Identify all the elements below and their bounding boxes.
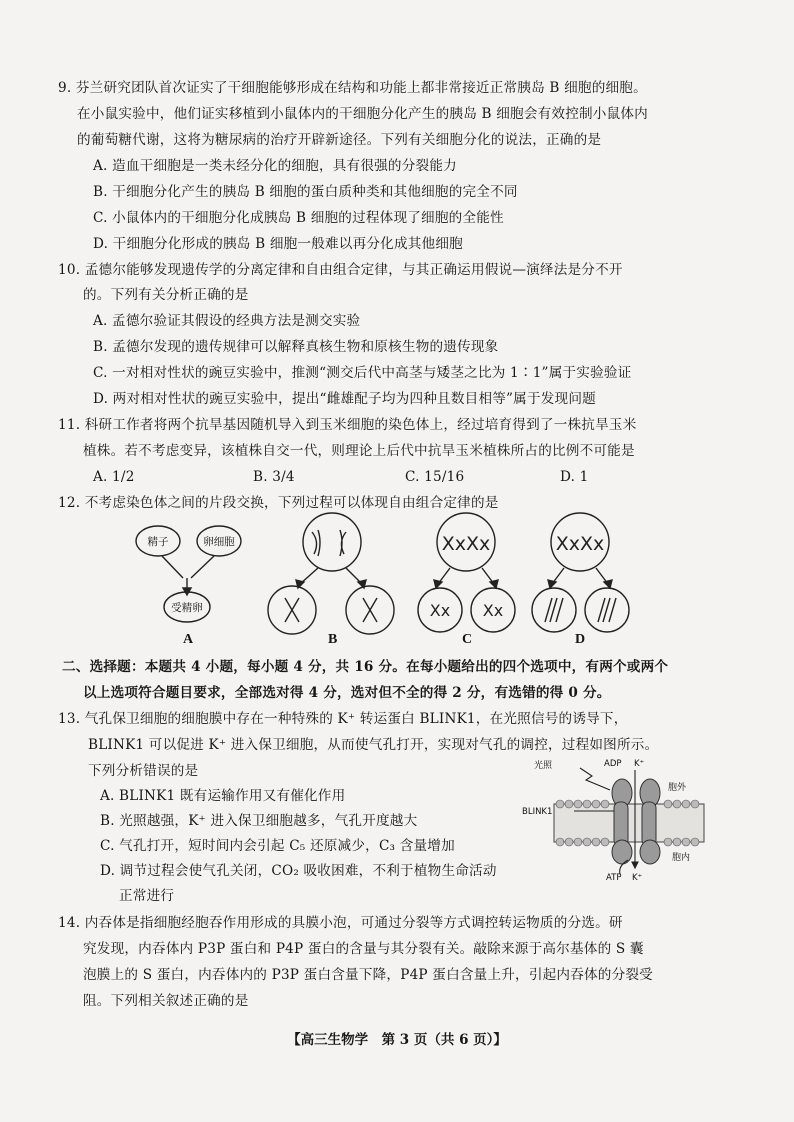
q13-stem-line-2: BLINK1 可以促进 K⁺ 进入保卫细胞，从而使气孔打开，实现对气孔的调控，过程如图所示。: [88, 737, 659, 753]
q12-label-a: A: [183, 632, 194, 647]
q10-option-d: D. 两对相对性状的豌豆实验中，提出“雌雄配子均为四种且数目相等”属于发现问题: [93, 391, 596, 407]
q13-membrane-figure: [522, 756, 712, 884]
q11-option-c: C. 15/16: [405, 469, 465, 485]
q11-option-a: A. 1/2: [93, 469, 135, 485]
membrane-bilayer: [554, 804, 704, 842]
adp-label: ADP: [604, 759, 622, 769]
q14-stem-line-1: 14. 内吞体是指细胞经胞吞作用形成的具膜小泡，可通过分裂等方式调控转运物质的分选。研: [58, 915, 623, 931]
q12-label-c: C: [462, 632, 473, 647]
q9-option-d: D. 干细胞分化形成的胰岛 B 细胞一般难以再分化成其他细胞: [93, 236, 463, 252]
q10-stem-line-1: 10. 孟德尔能够发现遗传学的分离定律和自由组合定律，与其正确运用假说—演绎法是分不开: [58, 262, 623, 278]
q9-stem-line-3: 的葡萄糖代谢，这将为糖尿病的治疗开辟新途径。下列有关细胞分化的说法，正确的是: [77, 132, 602, 148]
blink1-label: BLINK1: [522, 807, 553, 817]
q13-option-b: B. 光照越强，K⁺ 进入保卫细胞越多，气孔开度越大: [100, 813, 418, 829]
q9-stem-line-1: 9. 芬兰研究团队首次证实了干细胞能够形成在结构和功能上都非常接近正常胰岛 B 细胞的细胞。: [58, 80, 647, 96]
q12-label-b: B: [328, 632, 338, 647]
atp-label: ATP: [606, 873, 622, 883]
q11-stem-line-2: 植株。若不考虑变异，该植株自交一代，则理论上后代中抗旱玉米植株所占的比例不可能是: [83, 443, 635, 459]
diagram-d-cells: [532, 513, 629, 632]
egg-label: 卵细胞: [203, 536, 235, 548]
q12-diagrams: [0, 512, 794, 642]
q13-option-c: C. 气孔打开，短时间内会引起 C₅ 还原减少，C₃ 含量增加: [100, 838, 455, 854]
q12-label-d: D: [575, 632, 586, 647]
diagram-b-cells: [268, 513, 394, 634]
light-label: 光照: [534, 761, 553, 771]
q14-stem-line-3: 泡膜上的 S 蛋白，内吞体内的 P3P 蛋白含量下降，P4P 蛋白含量上升，引起内吞体的分裂受: [83, 967, 653, 983]
q11-stem-line-1: 11. 科研工作者将两个抗旱基因随机导入到玉米细胞的染色体上，经过培育得到了一株抗旱玉米: [58, 417, 637, 433]
q9-option-c: C. 小鼠体内的干细胞分化成胰岛 B 细胞的过程体现了细胞的全能性: [93, 210, 504, 226]
q9-stem-line-2: 在小鼠实验中，他们证实移植到小鼠体内的干细胞分化产生的胰岛 B 细胞会有效控制小鼠体内: [77, 106, 648, 122]
diagram-d-chromosomes-top: XxXx: [555, 533, 605, 555]
k-top-label: K⁺: [634, 759, 645, 769]
diagram-c-chromosomes-right: Xx: [482, 601, 504, 620]
q9-option-b: B. 干细胞分化产生的胰岛 B 细胞的蛋白质种类和其他细胞的完全不同: [93, 184, 518, 200]
section2-heading-line-2: 以上选项符合题目要求，全部选对得 4 分，选对但不全的得 2 分，有选错的得 0 分。: [83, 685, 611, 701]
inside-label: 胞内: [672, 853, 691, 863]
q10-stem-line-2: 的。下列有关分析正确的是: [83, 287, 249, 303]
q13-stem-line-1: 13. 气孔保卫细胞的细胞膜中存在一种特殊的 K⁺ 转运蛋白 BLINK1，在光照信号的诱导下，: [58, 711, 628, 727]
q9-option-a: A. 造血干细胞是一类未经分化的细胞，具有很强的分裂能力: [93, 158, 457, 174]
q12-stem: 12. 不考虑染色体之间的片段交换，下列过程可以体现自由组合定律的是: [58, 495, 499, 511]
zygote-label: 受精卵: [171, 602, 203, 614]
q10-option-a: A. 孟德尔验证其假设的经典方法是测交实验: [93, 313, 361, 329]
diagram-c-chromosomes-top: XxXx: [441, 533, 491, 555]
q13-option-d-continued: 正常进行: [119, 888, 175, 904]
q14-stem-line-4: 阻。下列相关叙述正确的是: [83, 993, 249, 1009]
q13-stem-line-3: 下列分析错误的是: [88, 763, 199, 779]
page-footer: 【高三生物学 第 3 页（共 6 页）】: [287, 1032, 507, 1048]
q11-option-b: B. 3/4: [253, 469, 295, 485]
q13-option-a: A. BLINK1 既有运输作用又有催化作用: [100, 788, 346, 804]
diagram-c-chromosomes-left: Xx: [429, 601, 451, 620]
k-bottom-label: K⁺: [632, 873, 643, 883]
section2-heading-line-1: 二、选择题：本题共 4 小题，每小题 4 分，共 16 分。在每小题给出的四个选项中，有两个或两个: [62, 659, 669, 675]
q11-option-d: D. 1: [560, 469, 589, 485]
sperm-label: 精子: [147, 536, 169, 548]
q14-stem-line-2: 究发现，内吞体内 P3P 蛋白和 P4P 蛋白的含量与其分裂有关。敲除来源于高尔基体的 S 囊: [83, 941, 644, 957]
q10-option-c: C. 一对相对性状的豌豆实验中，推测“测交后代中高茎与矮茎之比为 1∶1”属于实验验证: [93, 365, 632, 381]
q13-option-d: D. 调节过程会使气孔关闭，CO₂ 吸收困难，不利于植物生命活动: [100, 863, 497, 879]
q10-option-b: B. 孟德尔发现的遗传规律可以解释真核生物和原核生物的遗传现象: [93, 339, 499, 355]
outside-label: 胞外: [668, 783, 687, 793]
